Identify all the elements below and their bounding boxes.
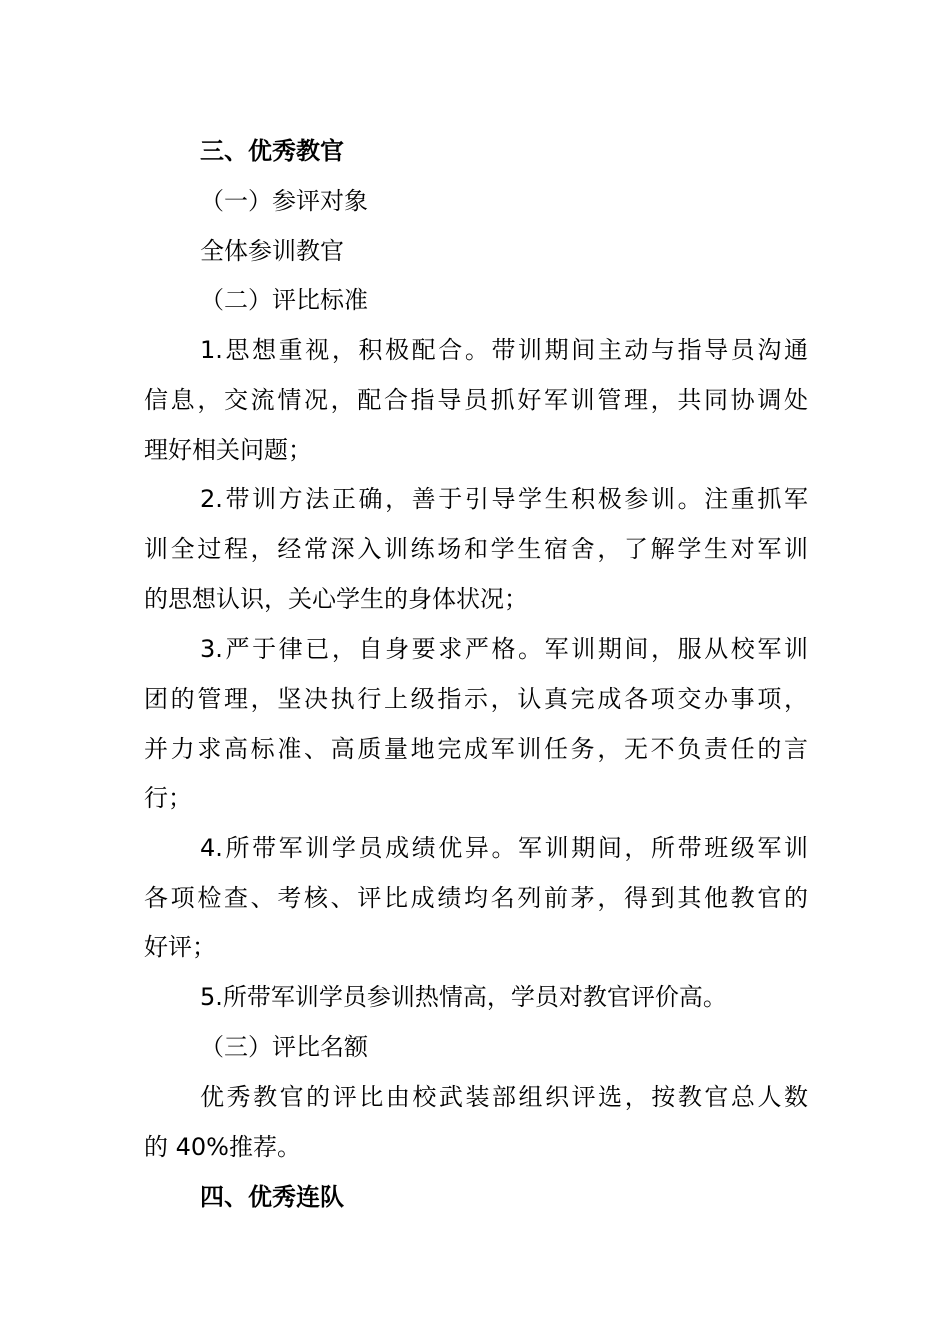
paragraph-line: 2.带训方法正确，善于引导学生积极参训。注重抓军 bbox=[200, 485, 808, 513]
paragraph-line: 训全过程，经常深入训练场和学生宿舍，了解学生对军训 bbox=[144, 535, 808, 563]
section-heading: 四、优秀连队 bbox=[200, 1183, 344, 1211]
paragraph-line: 信息，交流情况，配合指导员抓好军训管理，共同协调处 bbox=[144, 386, 808, 414]
paragraph-line: 优秀教官的评比由校武装部组织评选，按教官总人数 bbox=[200, 1083, 808, 1111]
paragraph: 全体参训教官 bbox=[200, 237, 344, 265]
paragraph-line: 各项检查、考核、评比成绩均名列前茅，得到其他教官的 bbox=[144, 884, 808, 912]
paragraph-line: 3.严于律已，自身要求严格。军训期间，服从校军训 bbox=[200, 635, 808, 663]
subsection-heading: （三）评比名额 bbox=[200, 1033, 368, 1061]
paragraph-line: 的 40%推荐。 bbox=[144, 1133, 301, 1161]
paragraph-line: 行； bbox=[144, 784, 192, 812]
section-heading: 三、优秀教官 bbox=[200, 137, 344, 165]
subsection-heading: （二）评比标准 bbox=[200, 286, 368, 314]
paragraph-line: 团的管理，坚决执行上级指示，认真完成各项交办事项， bbox=[144, 685, 808, 713]
paragraph-line: 5.所带军训学员参训热情高，学员对教官评价高。 bbox=[200, 983, 727, 1011]
paragraph-line: 的思想认识，关心学生的身体状况； bbox=[144, 585, 528, 613]
paragraph-line: 好评； bbox=[144, 933, 216, 961]
paragraph-line: 4.所带军训学员成绩优异。军训期间，所带班级军训 bbox=[200, 834, 808, 862]
subsection-heading: （一）参评对象 bbox=[200, 187, 368, 215]
paragraph-line: 1.思想重视，积极配合。带训期间主动与指导员沟通 bbox=[200, 336, 808, 364]
paragraph-line: 理好相关问题； bbox=[144, 436, 312, 464]
paragraph-line: 并力求高标准、高质量地完成军训任务，无不负责任的言 bbox=[144, 735, 808, 763]
